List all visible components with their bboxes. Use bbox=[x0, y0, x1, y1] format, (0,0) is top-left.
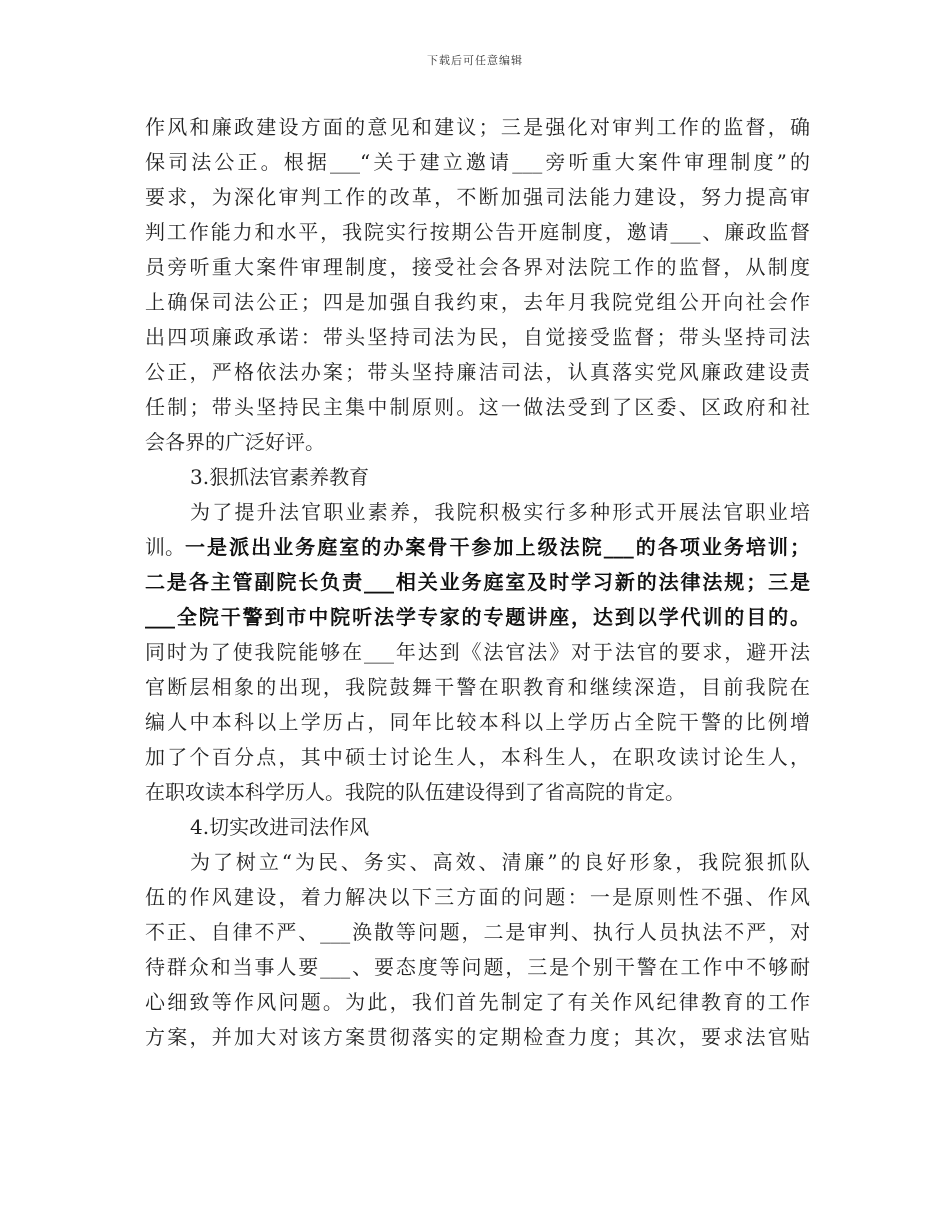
text-line: 训。 bbox=[145, 535, 185, 559]
text-line: 员旁听重大案件审理制度，接受社会各界对法院工作的监督，从制度 bbox=[145, 255, 810, 279]
bold-text-line: 一是派出业务庭室的办案骨干参加上级法院___的各项业务培训； bbox=[185, 535, 810, 559]
text-line: 上确保司法公正；四是加强自我约束，去年月我院党组公开向社会作 bbox=[145, 290, 810, 314]
text-line: 会各界的广泛好评。 bbox=[145, 430, 325, 454]
text-line: 出四项廉政承诺：带头坚持司法为民，自觉接受监督；带头坚持司法 bbox=[145, 325, 810, 349]
text-line: 官断层相象的出现，我院鼓舞干警在职教育和继续深造，目前我院在 bbox=[145, 675, 810, 699]
text-line: 作风和廉政建设方面的意见和建议；三是强化对审判工作的监督，确 bbox=[145, 115, 810, 139]
section-heading: 4.切实改进司法作风 bbox=[190, 815, 370, 839]
text-line: 判工作能力和水平，我院实行按期公告开庭制度，邀请___、廉政监督 bbox=[145, 220, 810, 244]
text-line: 要求，为深化审判工作的改革，不断加强司法能力建设，努力提高审 bbox=[145, 185, 810, 209]
bold-text-line: 二是各主管副院长负责___相关业务庭室及时学习新的法律法规；三是 bbox=[145, 570, 810, 594]
text-line: 待群众和当事人要___、要态度等问题，三是个别干警在工作中不够耐 bbox=[145, 955, 810, 979]
section-heading: 3.狠抓法官素养教育 bbox=[190, 465, 370, 489]
text-line: 为了树立“为民、务实、高效、清廉”的良好形象，我院狠抓队 bbox=[190, 850, 810, 874]
bold-text-line: ___全院干警到市中院听法学专家的专题讲座，达到以学代训的目的。 bbox=[145, 605, 810, 629]
text-line: 心细致等作风问题。为此，我们首先制定了有关作风纪律教育的工作 bbox=[145, 990, 810, 1014]
text-line: 方案，并加大对该方案贯彻落实的定期检查力度；其次，要求法官贴 bbox=[145, 1025, 810, 1049]
text-line: 任制；带头坚持民主集中制原则。这一做法受到了区委、区政府和社 bbox=[145, 395, 810, 419]
text-line: 伍的作风建设，着力解决以下三方面的问题：一是原则性不强、作风 bbox=[145, 885, 810, 909]
text-line: 保司法公正。根据___“关于建立邀请___旁听重大案件审理制度”的 bbox=[145, 150, 810, 174]
text-line: 编人中本科以上学历占，同年比较本科以上学历占全院干警的比例增 bbox=[145, 710, 810, 734]
text-line: 公正，严格依法办案；带头坚持廉洁司法，认真落实党风廉政建设责 bbox=[145, 360, 810, 384]
text-line: 为了提升法官职业素养，我院积极实行多种形式开展法官职业培 bbox=[190, 500, 810, 524]
text-line: 同时为了使我院能够在___年达到《法官法》对于法官的要求，避开法 bbox=[145, 640, 810, 664]
text-line: 在职攻读本科学历人。我院的队伍建设得到了省高院的肯定。 bbox=[145, 780, 685, 804]
page-header: 下载后可任意编辑 bbox=[427, 54, 523, 67]
text-line: 不正、自律不严、___涣散等问题，二是审判、执行人员执法不严，对 bbox=[145, 920, 810, 944]
text-line: 加了个百分点，其中硕士讨论生人，本科生人，在职攻读讨论生人， bbox=[145, 745, 810, 769]
